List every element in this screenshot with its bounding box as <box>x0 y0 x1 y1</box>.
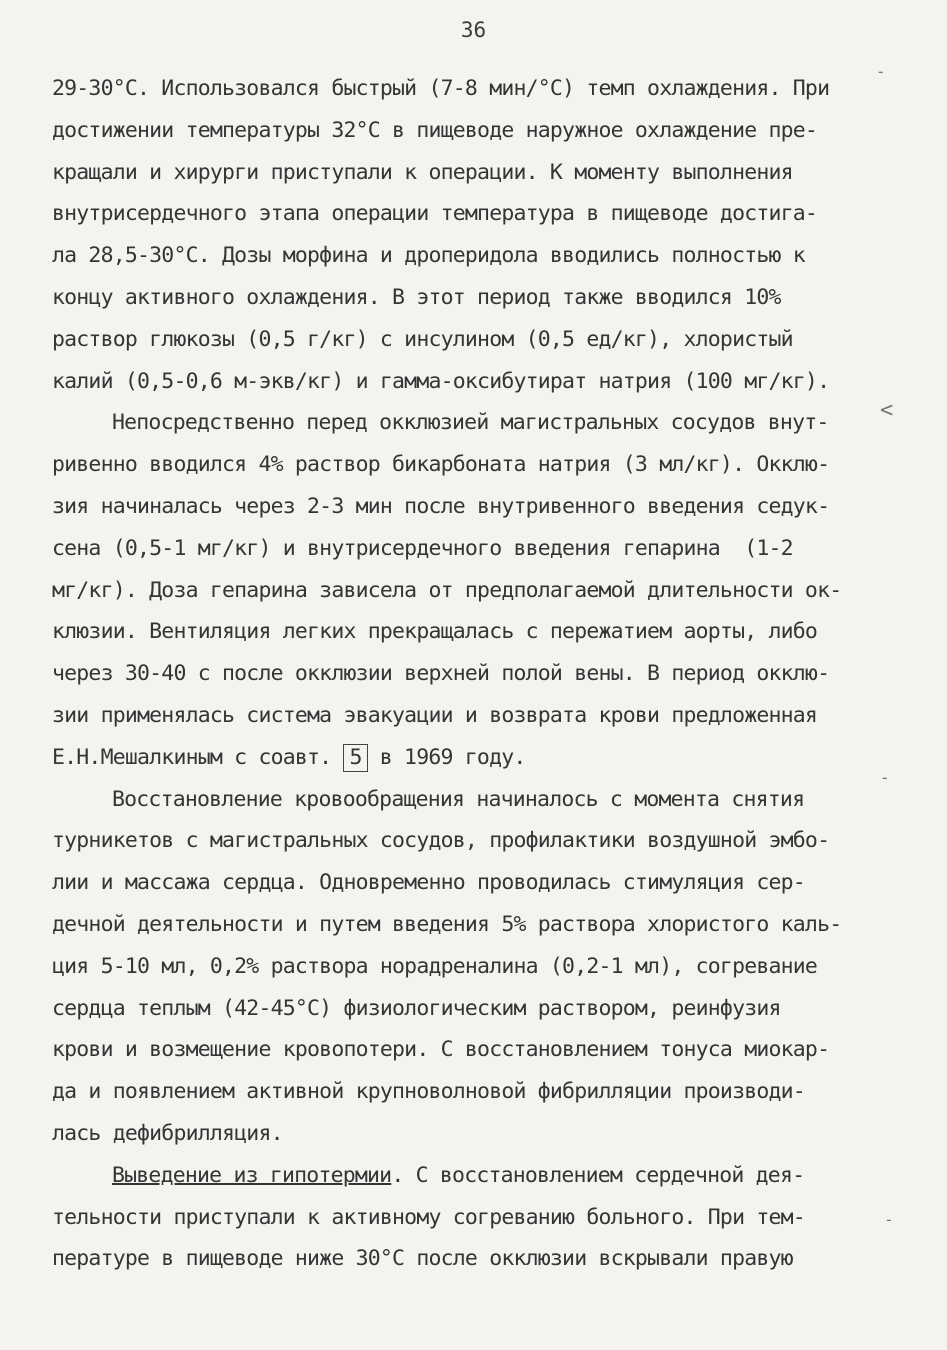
text-line: зии применялась система эвакуации и возврата крови предложенная <box>52 702 818 728</box>
text-line: клюзии. Вентиляция легких прекращалась с пережатием аорты, либо <box>52 619 818 645</box>
text-line: калий (0,5-0,6 м-экв/кг) и гамма-оксибутират натрия (100 мг/кг). <box>52 368 830 394</box>
reference-citation: 5 <box>343 744 367 772</box>
text-line: пературе в пищеводе ниже 30°C после окклюзии вскрывали правую <box>52 1246 793 1272</box>
page-number: 36 <box>460 18 487 42</box>
margin-mark: - <box>880 768 890 787</box>
text-line: турникетов с магистральных сосудов, профилактики воздушной эмбо- <box>52 828 830 854</box>
text-line: лась дефибрилляция. <box>52 1120 283 1146</box>
text-fragment: Е.Н.Мешалкиным с соавт. <box>52 744 344 770</box>
text-line: мг/кг). Доза гепарина зависела от предполагаемой длительности ок- <box>52 577 842 603</box>
section-heading: Выведение из гипотермии <box>112 1162 392 1188</box>
text-line: крови и возмещение кровопотери. С восстановлением тонуса миокар- <box>52 1037 830 1063</box>
text-line: Восстановление кровообращения начиналось с момента снятия <box>112 786 805 812</box>
text-line: ла 28,5-30°C. Дозы морфина и дроперидола вводились полностью к <box>52 243 805 269</box>
text-line <box>52 737 892 779</box>
margin-mark: - <box>884 1210 894 1229</box>
text-fragment: в 1969 году. <box>367 744 526 770</box>
text-fragment: . С восстановлением сердечной дея- <box>391 1162 805 1188</box>
text-line: зия начиналась через 2-3 мин после внутривенного введения седук- <box>52 493 830 519</box>
text-line: достижении температуры 32°C в пищеводе наружное охлаждение пре- <box>52 117 818 143</box>
text-line: ривенно вводился 4% раствор бикарбоната натрия (3 мл/кг). Окклю- <box>52 452 830 478</box>
body-text <box>52 68 892 1280</box>
text-line: кращали и хирурги приступали к операции. К моменту выполнения <box>52 159 793 185</box>
text-line: 29-30°C. Использовался быстрый (7-8 мин/°C) темп охлаждения. При <box>52 76 830 101</box>
text-line: лии и массажа сердца. Одновременно проводилась стимуляция сер- <box>52 870 805 896</box>
text-line: тельности приступали к активному согреванию больного. При тем- <box>52 1204 805 1230</box>
text-line: концу активного охлаждения. В этот период также вводился 10% <box>52 284 781 310</box>
text-line: внутрисердечного этапа операции температура в пищеводе достига- <box>52 201 818 227</box>
text-line: Непосредственно перед окклюзией магистральных сосудов внут- <box>112 410 829 436</box>
text-line: через 30-40 с после окклюзии верхней полой вены. В период окклю- <box>52 661 830 687</box>
text-line <box>52 1155 892 1197</box>
text-line: дечной деятельности и путем введения 5% раствора хлористого каль- <box>52 911 842 937</box>
text-line: ция 5-10 мл, 0,2% раствора норадреналина (0,2-1 мл), согревание <box>52 953 818 979</box>
text-line: сердца теплым (42-45°C) физиологическим раствором, реинфузия <box>52 995 781 1021</box>
margin-mark: < <box>880 398 894 423</box>
margin-mark: - <box>876 62 886 81</box>
text-line: раствор глюкозы (0,5 г/кг) с инсулином (0,5 ед/кг), хлористый <box>52 326 793 352</box>
text-line: да и появлением активной крупноволновой фибрилляции производи- <box>52 1079 805 1105</box>
text-line: сена (0,5-1 мг/кг) и внутрисердечного введения гепарина (1-2 <box>52 535 793 561</box>
